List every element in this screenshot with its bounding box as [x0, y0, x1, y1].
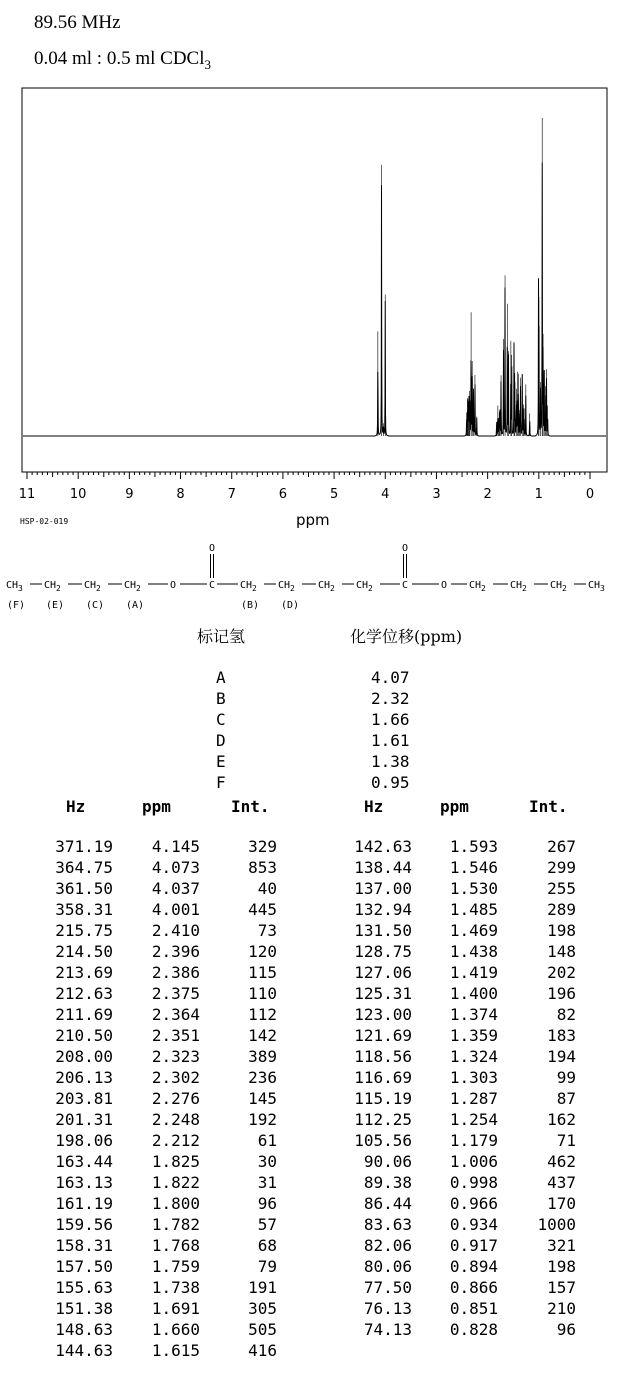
peak-hz: 159.56 — [55, 1215, 113, 1234]
peak-hz: 142.63 — [354, 837, 412, 856]
peak-ppm: 4.073 — [151, 858, 200, 877]
peak-int: 79 — [257, 1257, 277, 1276]
peak-ppm: 0.894 — [449, 1257, 498, 1276]
peak-int: 145 — [248, 1089, 277, 1108]
peak-int: 112 — [248, 1005, 277, 1024]
peak-ppm: 2.276 — [151, 1089, 200, 1108]
peak-int: 192 — [248, 1110, 277, 1129]
atom-group: $CH_2$ — [356, 580, 373, 593]
peak-ppm: 1.400 — [449, 984, 498, 1003]
peak-ppm: 1.546 — [449, 858, 498, 877]
peak-hz: 115.19 — [354, 1089, 412, 1108]
peak-ppm: 1.359 — [449, 1026, 498, 1045]
atom-group: C — [402, 580, 409, 591]
peak-hz: 105.56 — [354, 1131, 412, 1150]
position-label: (D) — [281, 600, 300, 610]
assign-label: E — [216, 752, 226, 771]
peak-hz: 76.13 — [363, 1299, 412, 1318]
peak-int: 115 — [248, 963, 277, 982]
peak-hz: 116.69 — [354, 1068, 412, 1087]
peak-int: 71 — [556, 1131, 576, 1150]
x-tick-label: 9 — [125, 487, 134, 502]
peak-ppm: 1.324 — [449, 1047, 498, 1066]
position-label: (F) — [7, 600, 26, 610]
nmr-spectrum — [0, 0, 626, 540]
x-axis-label: ppm — [296, 511, 330, 529]
peak-hz: 148.63 — [55, 1320, 113, 1339]
assign-shift: 1.61 — [371, 731, 410, 750]
peak-int: 196 — [547, 984, 576, 1003]
carbonyl-oxygen: O — [401, 543, 409, 554]
peak-ppm: 1.530 — [449, 879, 498, 898]
peak-hz: 123.00 — [354, 1005, 412, 1024]
peak-header-int-left: Int. — [231, 797, 270, 816]
peak-hz: 112.25 — [354, 1110, 412, 1129]
peak-int: 198 — [547, 921, 576, 940]
position-label: (C) — [86, 600, 105, 610]
atom-group: $CH_3$ — [588, 580, 605, 593]
peak-hz: 201.31 — [55, 1110, 113, 1129]
peak-hz: 118.56 — [354, 1047, 412, 1066]
peak-int: 99 — [556, 1068, 576, 1087]
peak-hz: 77.50 — [363, 1278, 412, 1297]
peak-hz: 90.06 — [363, 1152, 412, 1171]
peak-int: 61 — [257, 1131, 277, 1150]
peak-hz: 125.31 — [354, 984, 412, 1003]
assign-col-shift: 化学位移(ppm) — [350, 627, 463, 646]
atom-group: $CH_2$ — [510, 580, 527, 593]
peak-int: 305 — [248, 1299, 277, 1318]
peak-hz: 138.44 — [354, 858, 412, 877]
x-tick-label: 5 — [329, 487, 339, 502]
peak-header-hz-left: Hz — [66, 797, 86, 816]
peak-hz: 210.50 — [55, 1026, 113, 1045]
peak-ppm: 1.469 — [449, 921, 498, 940]
peak-ppm: 2.212 — [151, 1131, 200, 1150]
peak-int: 299 — [547, 858, 576, 877]
peak-int: 183 — [547, 1026, 576, 1045]
peak-hz: 89.38 — [363, 1173, 412, 1192]
peak-hz: 212.63 — [55, 984, 113, 1003]
atom-group: $CH_2$ — [44, 580, 61, 593]
structure-diagram — [0, 540, 626, 610]
peak-ppm: 1.825 — [151, 1152, 200, 1171]
peak-ppm: 2.351 — [151, 1026, 200, 1045]
peak-hz: 161.19 — [55, 1194, 113, 1213]
peak-int: 416 — [248, 1341, 277, 1360]
peak-ppm: 1.822 — [151, 1173, 200, 1192]
peak-ppm: 1.768 — [151, 1236, 200, 1255]
peak-int: 202 — [547, 963, 576, 982]
peak-int: 255 — [547, 879, 576, 898]
peak-hz: 80.06 — [363, 1257, 412, 1276]
assign-label: C — [216, 710, 226, 729]
peak-hz: 155.63 — [55, 1278, 113, 1297]
x-tick-label: 7 — [227, 487, 236, 502]
peak-int: 267 — [547, 837, 576, 856]
peak-int: 96 — [556, 1320, 576, 1339]
peak-int: 1000 — [537, 1215, 576, 1234]
peak-int: 198 — [547, 1257, 576, 1276]
peak-hz: 127.06 — [354, 963, 412, 982]
peak-int: 236 — [248, 1068, 277, 1087]
x-tick-label: 0 — [585, 487, 595, 502]
peak-ppm: 2.410 — [151, 921, 200, 940]
peak-hz: 208.00 — [55, 1047, 113, 1066]
peak-hz: 203.81 — [55, 1089, 113, 1108]
peak-ppm: 1.303 — [449, 1068, 498, 1087]
peak-ppm: 2.396 — [151, 942, 200, 961]
peak-int: 445 — [248, 900, 277, 919]
assign-shift: 1.38 — [371, 752, 410, 771]
peak-int: 194 — [547, 1047, 576, 1066]
peak-int: 73 — [257, 921, 277, 940]
peak-int: 31 — [257, 1173, 277, 1192]
peak-hz: 358.31 — [55, 900, 113, 919]
peak-int: 170 — [547, 1194, 576, 1213]
peak-hz: 163.44 — [55, 1152, 113, 1171]
atom-group: O — [441, 580, 448, 591]
peak-hz: 215.75 — [55, 921, 113, 940]
atom-group: $CH_2$ — [469, 580, 486, 593]
peak-ppm: 1.691 — [151, 1299, 200, 1318]
assign-col-label: 标记氢 — [197, 627, 246, 646]
atom-group: O — [170, 580, 177, 591]
peak-hz: 198.06 — [55, 1131, 113, 1150]
peak-int: 437 — [547, 1173, 576, 1192]
atom-group: $CH_3$ — [6, 580, 23, 593]
atom-group: $CH_2$ — [318, 580, 335, 593]
peak-int: 110 — [248, 984, 277, 1003]
atom-group: $CH_2$ — [278, 580, 295, 593]
peak-hz: 163.13 — [55, 1173, 113, 1192]
peak-ppm: 0.966 — [449, 1194, 498, 1213]
peak-ppm: 1.287 — [449, 1089, 498, 1108]
peak-ppm: 1.738 — [151, 1278, 200, 1297]
atom-group: $CH_2$ — [124, 580, 141, 593]
peak-hz: 214.50 — [55, 942, 113, 961]
x-tick-label: 1 — [534, 487, 543, 502]
peak-ppm: 1.438 — [449, 942, 498, 961]
peak-ppm: 0.866 — [449, 1278, 498, 1297]
assign-shift: 0.95 — [371, 773, 410, 792]
atom-group: $CH_2$ — [550, 580, 567, 593]
position-label: (B) — [241, 600, 260, 610]
peak-int: 96 — [257, 1194, 277, 1213]
peak-ppm: 4.037 — [151, 879, 200, 898]
peak-hz: 132.94 — [354, 900, 412, 919]
peak-hz: 158.31 — [55, 1236, 113, 1255]
peak-ppm: 1.485 — [449, 900, 498, 919]
peak-hz: 211.69 — [55, 1005, 113, 1024]
peak-ppm: 0.828 — [449, 1320, 498, 1339]
position-label: (A) — [126, 600, 145, 610]
peak-hz: 128.75 — [354, 942, 412, 961]
peak-ppm: 2.302 — [151, 1068, 200, 1087]
peak-hz: 82.06 — [363, 1236, 412, 1255]
peak-hz: 371.19 — [55, 837, 113, 856]
sample-subscript: 3 — [204, 56, 211, 72]
spectrum-code: HSP-02-019 — [20, 517, 69, 526]
peak-ppm: 4.001 — [151, 900, 200, 919]
peak-int: 289 — [547, 900, 576, 919]
assign-label: D — [216, 731, 226, 750]
assign-label: F — [216, 773, 226, 792]
peak-ppm: 2.386 — [151, 963, 200, 982]
peak-ppm: 1.006 — [449, 1152, 498, 1171]
x-tick-label: 8 — [176, 487, 185, 502]
peak-hz: 83.63 — [363, 1215, 412, 1234]
peak-int: 157 — [547, 1278, 576, 1297]
peak-header-ppm-right: ppm — [440, 797, 469, 816]
peak-ppm: 1.800 — [151, 1194, 200, 1213]
peak-ppm: 1.615 — [151, 1341, 200, 1360]
peak-hz: 364.75 — [55, 858, 113, 877]
peak-hz: 86.44 — [363, 1194, 412, 1213]
x-tick-label: 6 — [278, 487, 288, 502]
peak-int: 210 — [547, 1299, 576, 1318]
peak-int: 462 — [547, 1152, 576, 1171]
peak-ppm: 2.248 — [151, 1110, 200, 1129]
peak-hz: 206.13 — [55, 1068, 113, 1087]
peak-int: 142 — [248, 1026, 277, 1045]
x-tick-label: 11 — [18, 487, 36, 502]
carbonyl-oxygen: O — [208, 543, 216, 554]
peak-ppm: 1.419 — [449, 963, 498, 982]
peak-ppm: 4.145 — [151, 837, 200, 856]
peak-ppm: 0.998 — [449, 1173, 498, 1192]
peak-hz: 121.69 — [354, 1026, 412, 1045]
peak-ppm: 0.851 — [449, 1299, 498, 1318]
peak-int: 40 — [257, 879, 277, 898]
peak-ppm: 2.375 — [151, 984, 200, 1003]
peak-ppm: 1.254 — [449, 1110, 498, 1129]
peak-hz: 361.50 — [55, 879, 113, 898]
peak-int: 87 — [556, 1089, 576, 1108]
x-tick-label: 2 — [483, 487, 492, 502]
assign-shift: 1.66 — [371, 710, 410, 729]
peak-ppm: 1.374 — [449, 1005, 498, 1024]
peak-ppm: 0.934 — [449, 1215, 498, 1234]
peak-ppm: 2.364 — [151, 1005, 200, 1024]
peak-int: 389 — [248, 1047, 277, 1066]
x-tick-label: 3 — [432, 487, 441, 502]
peak-ppm: 1.782 — [151, 1215, 200, 1234]
peak-hz: 74.13 — [363, 1320, 412, 1339]
peak-ppm: 0.917 — [449, 1236, 498, 1255]
peak-int: 191 — [248, 1278, 277, 1297]
peak-int: 57 — [257, 1215, 277, 1234]
x-tick-label: 10 — [69, 487, 87, 502]
atom-group: $CH_2$ — [240, 580, 257, 593]
peak-header-hz-right: Hz — [364, 797, 384, 816]
x-tick-label: 4 — [381, 487, 390, 502]
atom-group: C — [209, 580, 216, 591]
peak-hz: 151.38 — [55, 1299, 113, 1318]
sample-prefix: 0.04 ml : 0.5 ml CDCl — [34, 48, 205, 69]
peak-header-ppm-left: ppm — [142, 797, 171, 816]
peak-int: 162 — [547, 1110, 576, 1129]
peak-hz: 157.50 — [55, 1257, 113, 1276]
frequency-label: 89.56 MHz — [34, 12, 121, 33]
peak-int: 505 — [248, 1320, 277, 1339]
peak-ppm: 1.179 — [449, 1131, 498, 1150]
assign-label: A — [216, 668, 226, 687]
peak-int: 120 — [248, 942, 277, 961]
peak-hz: 144.63 — [55, 1341, 113, 1360]
peak-int: 148 — [547, 942, 576, 961]
peak-int: 853 — [248, 858, 277, 877]
peak-ppm: 1.759 — [151, 1257, 200, 1276]
peak-int: 321 — [547, 1236, 576, 1255]
peak-int: 68 — [257, 1236, 277, 1255]
peak-hz: 213.69 — [55, 963, 113, 982]
peak-ppm: 2.323 — [151, 1047, 200, 1066]
assign-label: B — [216, 689, 226, 708]
atom-group: $CH_2$ — [84, 580, 101, 593]
peak-hz: 137.00 — [354, 879, 412, 898]
peak-int: 30 — [257, 1152, 277, 1171]
assign-shift: 2.32 — [371, 689, 410, 708]
position-label: (E) — [46, 600, 65, 610]
peak-int: 329 — [248, 837, 277, 856]
peak-header-int-right: Int. — [529, 797, 568, 816]
peak-hz: 131.50 — [354, 921, 412, 940]
peak-int: 82 — [556, 1005, 576, 1024]
assign-shift: 4.07 — [371, 668, 410, 687]
peak-ppm: 1.660 — [151, 1320, 200, 1339]
peak-ppm: 1.593 — [449, 837, 498, 856]
